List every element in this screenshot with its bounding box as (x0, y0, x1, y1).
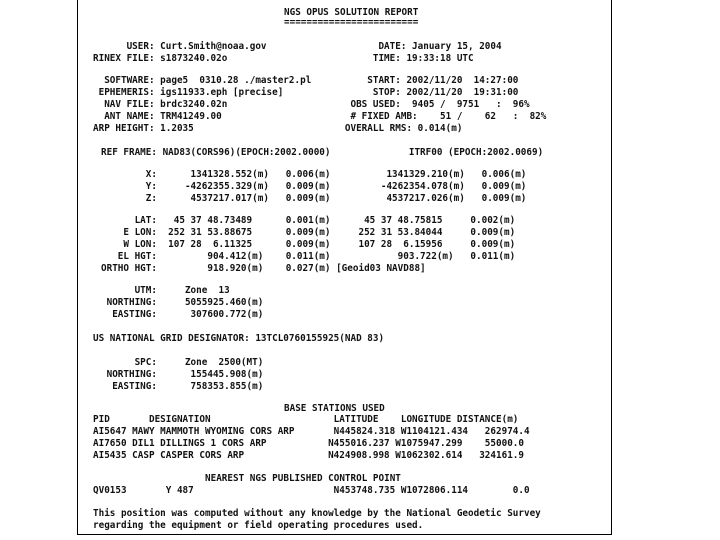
spc-northing-line: NORTHING: 155445.908(m) (101, 369, 264, 380)
reference-frame-line: REF FRAME: NAD83(CORS96)(EPOCH:2002.0000) ITRF00 (EPOCH:2002.0069) (101, 147, 544, 158)
latitude-line: LAT: 45 37 48.73489 0.001(m) 45 37 48.75815 0.002(m) (101, 215, 516, 226)
nearest-control-point-title: NEAREST NGS PUBLISHED CONTROL POINT (205, 473, 401, 484)
ellipsoid-height-line: EL HGT: 904.412(m) 0.011(m) 903.722(m) 0.011(m) (101, 251, 516, 262)
base-stations-header: PID DESIGNATION LATITUDE LONGITUDE DISTANCE(m) (93, 414, 519, 425)
report-page (77, 0, 612, 535)
z-coordinate-line: Z: 4537217.017(m) 0.009(m) 4537217.026(m) 0.009(m) (101, 193, 527, 204)
east-longitude-line: E LON: 252 31 53.88675 0.009(m) 252 31 53.84044 0.009(m) (101, 227, 516, 238)
footer-disclaimer-line-1: This position was computed without any knowledge by the National Geodetic Survey (93, 508, 541, 519)
utm-easting-line: EASTING: 307600.772(m) (101, 309, 264, 320)
base-stations-title: BASE STATIONS USED (284, 403, 385, 414)
rinex-file-line: RINEX FILE: s1873240.02o TIME: 19:33:18 UTC (93, 53, 474, 64)
orthometric-height-line: ORTHO HGT: 918.920(m) 0.027(m) [Geoid03 NAVD88] (101, 263, 426, 274)
antenna-name-line: ANT NAME: TRM41249.00 # FIXED AMB: 51 / 62 : 82% (93, 111, 547, 122)
user-line: USER: Curt.Smith@noaa.gov DATE: January 15, 2004 (93, 41, 502, 52)
footer-disclaimer-line-2: regarding the equipment or field operating procedures used. (93, 520, 424, 531)
base-station-row: AI7650 DIL1 DILLINGS 1 CORS ARP N455016.237 W1075947.299 55000.0 (93, 438, 524, 449)
report-title: NGS OPUS SOLUTION REPORT (284, 7, 419, 18)
report-title-underline: ======================== (284, 17, 419, 28)
nearest-control-point-row: QV0153 Y 487 N453748.735 W1072806.114 0.0 (93, 485, 530, 496)
utm-zone-line: UTM: Zone 13 (101, 285, 230, 296)
base-station-row: AI5435 CASP CASPER CORS ARP N424908.998 W1062302.614 324161.9 (93, 450, 524, 461)
spc-zone-line: SPC: Zone 2500(MT) (101, 357, 264, 368)
nav-file-line: NAV FILE: brdc3240.02n OBS USED: 9405 / 9751 : 96% (93, 99, 530, 110)
software-line: SOFTWARE: page5 0310.28 ./master2.pl START: 2002/11/20 14:27:00 (93, 75, 519, 86)
ephemeris-line: EPHEMERIS: igs11933.eph [precise] STOP: 2002/11/20 19:31:00 (93, 87, 519, 98)
usng-designator-line: US NATIONAL GRID DESIGNATOR: 13TCL0760155925(NAD 83) (93, 333, 385, 344)
base-station-row: AI5647 MAWY MAMMOTH WYOMING CORS ARP N445824.318 W1104121.434 262974.4 (93, 426, 530, 437)
arp-height-line: ARP HEIGHT: 1.2035 OVERALL RMS: 0.014(m) (93, 123, 463, 134)
west-longitude-line: W LON: 107 28 6.11325 0.009(m) 107 28 6.15956 0.009(m) (101, 239, 516, 250)
spc-easting-line: EASTING: 758353.855(m) (101, 381, 264, 392)
y-coordinate-line: Y: -4262355.329(m) 0.009(m) -4262354.078(m) 0.009(m) (101, 181, 527, 192)
utm-northing-line: NORTHING: 5055925.460(m) (101, 297, 264, 308)
x-coordinate-line: X: 1341328.552(m) 0.006(m) 1341329.210(m) 0.006(m) (101, 169, 527, 180)
